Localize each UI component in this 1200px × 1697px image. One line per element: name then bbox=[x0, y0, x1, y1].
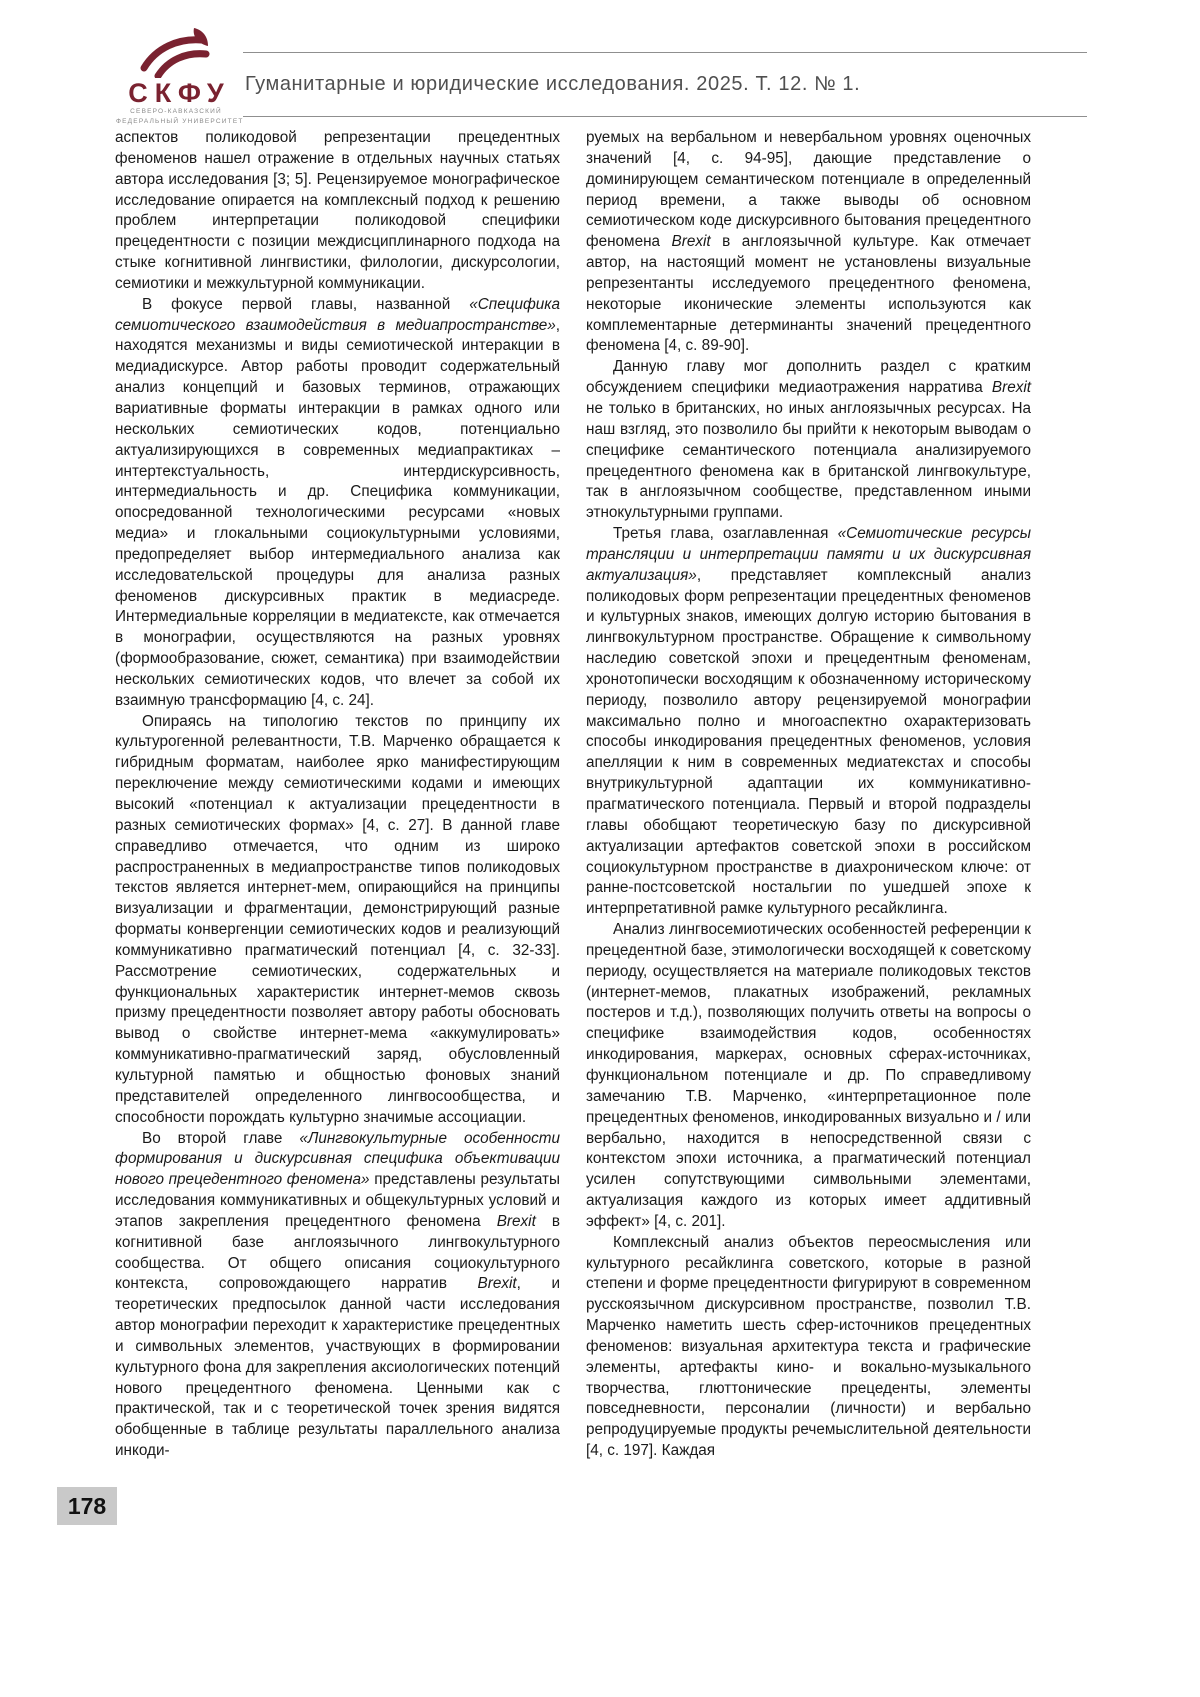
paragraph: Опираясь на типологию текстов по принципу их культурогенной релевантности, Т.В. Марченко обращается к гибридным форматам, наиболее ярко манифестирующим переключение между семиотическими кодами и имеющих высокий «потенциал к актуализации прецедентности в разных семиотических формах» [4, с. 27]. В данной главе справедливо отмечается, что одним из широко распространенных в медиапространстве типов поликодовых текстов является интернет-мем, опирающийся на принципы визуализации и фрагментации, демонстрирующий разные форматы конвергенции семиотических кодов и реализующий коммуникативно прагматический потенциал [4, с. 32-33]. Рассмотрение семиотических, содержательных и функциональных характеристик интернет-мемов сквозь призму прецедентности позволяет автору работы обосновать вывод о свойстве интернет-мема «аккумулировать» коммуникативно-прагматический заряд, обусловленный культурной памятью и общностью фоновых знаний представителей определенного лингвосообщества, и способности порождать культурно значимые ассоциации. bbox=[115, 712, 560, 1126]
paragraph: Комплексный анализ объектов переосмысления или культурного ресайклинга советского, которые в разной степени и форме прецедентности фигурируют в современном русскоязычном дискурсивном пространстве, позволил Т.В. Марченко наметить шесть сфер-источников прецедентных феноменов: визуальная архитектура текста и графические элементы, артефакты кино- и вокально-музыкального творчества, глюттонические прецеденты, элементы повседневности, персоналии (личности) и вербально репродуцируемые продукты речемыслительной деятельности [4, с. 197]. Каждая bbox=[586, 1233, 1031, 1460]
column-right bbox=[586, 128, 1031, 1462]
paragraph: Данную главу мог дополнить раздел с кратким обсуждением специфики медиаотражения нарратива Brexit не только в британских, но иных англоязычных ресурсах. На наш взгляд, это позволило бы прийти к некоторым выводам о специфике семантического потенциала анализируемого прецедентного феномена как в британской лингвокультуре, так в англоязычном сообществе, представленном иными этнокультурными группами. bbox=[586, 358, 1031, 522]
page-number: 178 bbox=[67, 1492, 107, 1519]
logo-abbr: СКФУ bbox=[128, 78, 231, 108]
university-logo bbox=[116, 26, 244, 127]
article-body bbox=[115, 128, 1031, 1462]
journal-title: Гуманитарные и юридические исследования. 2025. Т. 12. № 1. bbox=[245, 73, 861, 95]
logo-subtext-line1: СЕВЕРО-КАВКАЗСКИЙ bbox=[130, 108, 222, 116]
logo-bird-icon bbox=[130, 26, 222, 78]
column-left bbox=[115, 128, 560, 1462]
paragraph: Анализ лингвосемиотических особенностей референции к прецедентной базе, этимологически восходящей к советскому периоду, осуществляется на материале поликодовых текстов (интернет-мемов, плакатных изображений, рекламных постеров и т.д.), позволяющих получить ответы на вопросы о специфике взаимодействия кодов, особенностях инкодирования, маркерах, основных сферах-источниках, функциональном потенциале и др. По справедливому замечанию Т.В. Марченко, «интерпретационное поле прецедентных феноменов, инкодированных визуально и / или вербально, находится в непосредственной связи с контекстом эпохи источника, а прагматический потенциал усилен сопутствующими символьными элементами, актуализация каждого из которых имеет аддитивный эффект» [4, с. 201]. bbox=[586, 921, 1031, 1230]
header-title-block bbox=[243, 52, 1087, 117]
paragraph: аспектов поликодовой репрезентации прецедентных феноменов нашел отражение в отдельных научных статьях автора исследования [3; 5]. Рецензируемое монографическое исследование опирается на комплексный подход к решению проблем интерпретации поликодовой специфики прецедентности с позиции междисциплинарного подхода на стыке когнитивной лингвистики, филологии, дискурсологии, семиотики и межкультурной коммуникации. bbox=[115, 129, 560, 292]
paragraph: В фокусе первой главы, названной «Специфика семиотического взаимодействия в медиапространстве», находятся механизмы и виды семиотической интеракции в медиадискурсе. Автор работы проводит содержательный анализ концепций и базовых терминов, отражающих вариативные форматы интеракции в рамках одного или нескольких семиотических кодов, потенциально актуализирующихся в современных медиапрактиках – интертекстуальность, интердискурсивность, интермедиальность и др. Специфика коммуникации, опосредованной технологическими ресурсами «новых медиа» и глокальными социокультурными условиями, предопределяет выбор интермедиального анализа как исследовательской процедуры для анализа разных феноменов дискурсивных практик в медиасреде. Интермедиальные корреляции в медиатексте, как отмечается в монографии, осуществляются на разных уровнях (формообразование, сюжет, семантика) при взаимодействии нескольких семиотических кодов, что влечет за собой их взаимную трансформацию [4, с. 24]. bbox=[115, 295, 560, 709]
logo-subtext-line2: ФЕДЕРАЛЬНЫЙ УНИВЕРСИТЕТ bbox=[116, 118, 244, 126]
paragraph: Во второй главе «Лингвокультурные особенности формирования и дискурсивная специфика объективации нового прецедентного феномена» представлены результаты исследования коммуникативных и общекультурных условий и этапов закрепления прецедентного феномена Brexit в когнитивной базе англоязычного лингвокультурного сообщества. От общего описания социокультурного контекста, сопровождающего нарратив Brexit, и теоретических предпосылок данной части исследования автор монографии переходит к характеристике прецедентных и символьных элементов, участвующих в формировании культурного фона для закрепления аксиологических потенций нового прецедентного феномена. Ценными как с практической, так и с теоретической точек зрения видятся обобщенные в таблице результаты параллельного анализа инкоди- bbox=[115, 1129, 561, 1460]
paragraph: Третья глава, озаглавленная «Семиотические ресурсы трансляции и интерпретации памяти и их дискурсивная актуализация», представляет комплексный анализ поликодовых форм репрезентации прецедентных феноменов и культурных знаков, имеющих долгую историю бытования в лингвокультурном пространстве. Обращение к символьному наследию советской эпохи и прецедентным феноменам, хронотопически восходящим к обозначенному историческому периоду, позволило автору рецензируемой монографии максимально полно и многоаспектно охарактеризовать способы инкодирования прецедентных феноменов, условия апелляции к ним в современных медиатекстах и способы внутрикультурной адаптации их коммуникативно-прагматического потенциала. Первый и второй подразделы главы обобщают теоретическую базу по дискурсивной актуализации артефактов советской эпохи в российском социокультурном пространстве в диахроническом ключе: от ранне-постсоветской ностальгии по ушедшей эпохе к интерпретативной рамке культурного ресайклинга. bbox=[586, 525, 1031, 918]
paragraph: руемых на вербальном и невербальном уровнях оценочных значений [4, с. 94-95], дающие представление о доминирующем семантическом потенциале в определенный период времени, а также выводы об основном семиотическом коде дискурсивного бытования прецедентного феномена Brexit в англоязычной культуре. Как отмечает автор, на настоящий момент не установлены визуальные репрезентанты исследуемого прецедентного феномена, некоторые иконические элементы используются как комплементарные детерминанты значений прецедентного феномена [4, с. 89-90]. bbox=[586, 129, 1031, 355]
page-number-badge bbox=[57, 1487, 117, 1525]
